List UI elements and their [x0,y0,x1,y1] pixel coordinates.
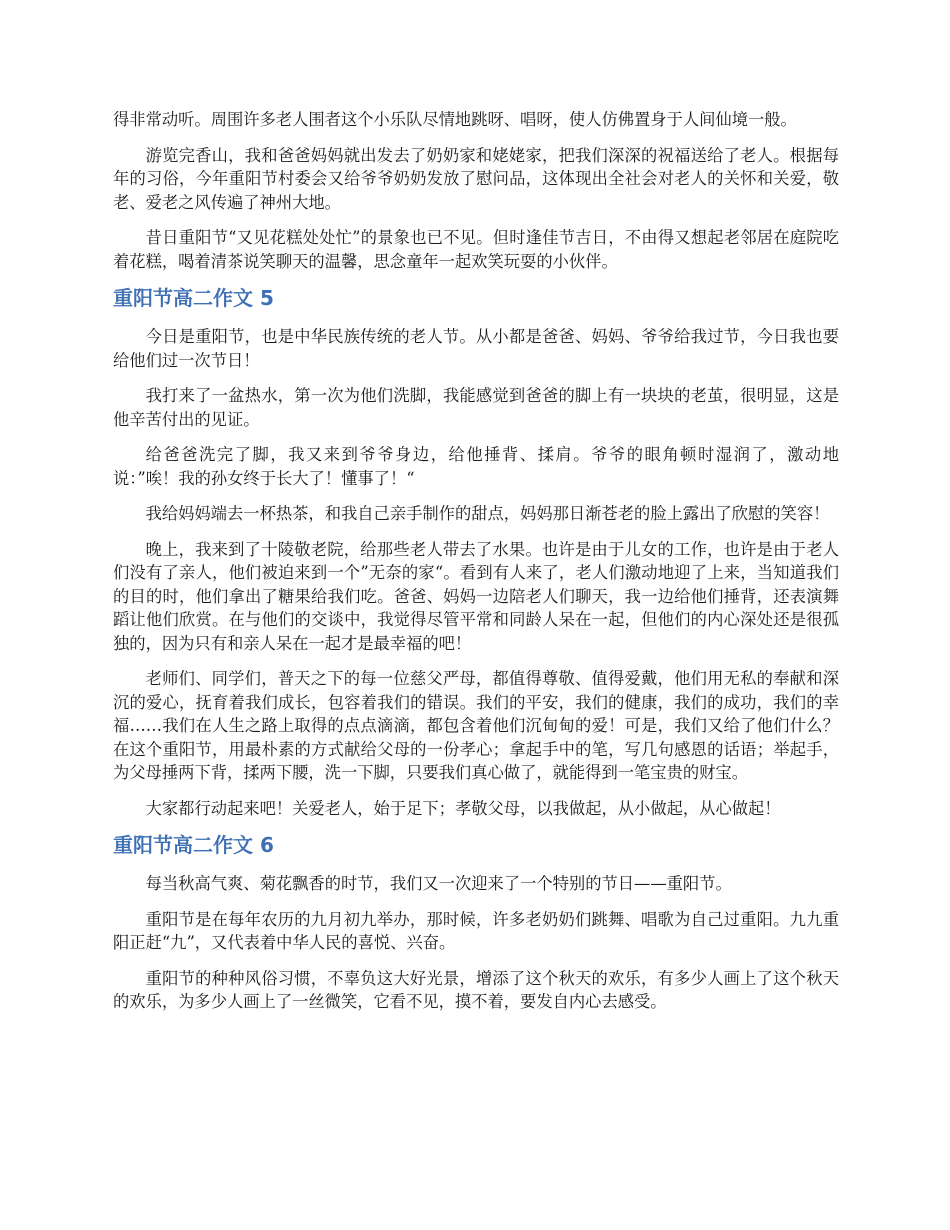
section-6-heading: 重阳节高二作文 6 [113,833,274,857]
section-5-paragraph-1: 今日是重阳节，也是中华民族传统的老人节。从小都是爸爸、妈妈、爷爷给我过节，今日我也要给他们过一次节日！ [113,327,839,370]
section-6-paragraph-2: 重阳节是在每年农历的九月初九举办，那时候，许多老奶奶们跳舞、唱歌为自己过重阳。九九重阳正赶“九”，又代表着中华人民的喜悦、兴奋。 [113,909,839,952]
section-6-paragraph-1: 每当秋高气爽、菊花飘香的时节，我们又一次迎来了一个特别的节日——重阳节。 [145,874,732,893]
section-5-paragraph-2: 我打来了一盆热水，第一次为他们洗脚，我能感觉到爸爸的脚上有一块块的老茧，很明显，这是他辛苦付出的见证。 [113,386,839,429]
section-5-paragraph-3: 给爸爸洗完了脚，我又来到爷爷身边，给他捶背、揉肩。爷爷的眼角顿时湿润了，激动地说：”唉！我的孙女终于长大了！懂事了！“ [113,445,839,488]
section-5-paragraph-6: 老师们、同学们，普天之下的每一位慈父严母，都值得尊敬、值得爱戴，他们用无私的奉献和深沉的爱心，抚育着我们成长，包容着我们的错误。我们的平安，我们的健康，我们的成功，我们的幸福……我们在人生之路上取得的点点滴滴，都包含着他们沉甸甸的爱！可是，我们又给了他们什么？在这个重阳节，用最朴素的方式献给父母的一份孝心；拿起手中的笔，写几句感恩的话语；举起手，为父母捶两下背，揉两下腰，洗一下脚，只要我们真心做了，就能得到一笔宝贵的财宝。 [113,669,839,782]
paragraph-intro-1: 得非常动听。周围许多老人围者这个小乐队尽情地跳呀、唱呀，使人仿佛置身于人间仙境一般。 [113,110,797,129]
section-5-paragraph-5: 晚上，我来到了十陵敬老院，给那些老人带去了水果。也许是由于儿女的工作，也许是由于老人们没有了亲人，他们被迫来到一个”无奈的家“。看到有人来了，老人们激动地迎了上来，当知道我们的目的时，他们拿出了糖果给我们吃。爸爸、妈妈一边陪老人们聊天，我一边给他们捶背，还表演舞蹈让他们欣赏。在与他们的交谈中，我觉得尽管平常和同龄人呆在一起，但他们的内心深处还是很孤独的，因为只有和亲人呆在一起才是最幸福的吧！ [113,539,839,653]
section-6-paragraph-3: 重阳节的种种风俗习惯，不辜负这大好光景，增添了这个秋天的欢乐，有多少人画上了这个秋天的欢乐，为多少人画上了一丝微笑，它看不见，摸不着，要发自内心去感受。 [113,968,839,1011]
document-page [113,108,839,1026]
section-5-paragraph-4: 我给妈妈端去一杯热茶，和我自己亲手制作的甜点，妈妈那日渐苍老的脸上露出了欣慰的笑容！ [145,504,830,523]
paragraph-intro-3: 昔日重阳节“又见花糕处处忙”的景象也已不见。但时逢佳节吉日，不由得又想起老邻居在庭院吃着花糕，喝着清茶说笑聊天的温馨，思念童年一起欢笑玩耍的小伙伴。 [113,228,839,271]
section-5-heading: 重阳节高二作文 5 [113,286,274,310]
section-5-paragraph-7: 大家都行动起来吧！关爱老人，始于足下；孝敬父母，以我做起，从小做起，从心做起！ [145,798,781,818]
paragraph-intro-2: 游览完香山，我和爸爸妈妈就出发去了奶奶家和姥姥家，把我们深深的祝福送给了老人。根据每年的习俗，今年重阳节村委会又给爷爷奶奶发放了慰问品，这体现出全社会对老人的关怀和关爱，敬老、爱老之风传遍了神州大地。 [113,145,839,212]
